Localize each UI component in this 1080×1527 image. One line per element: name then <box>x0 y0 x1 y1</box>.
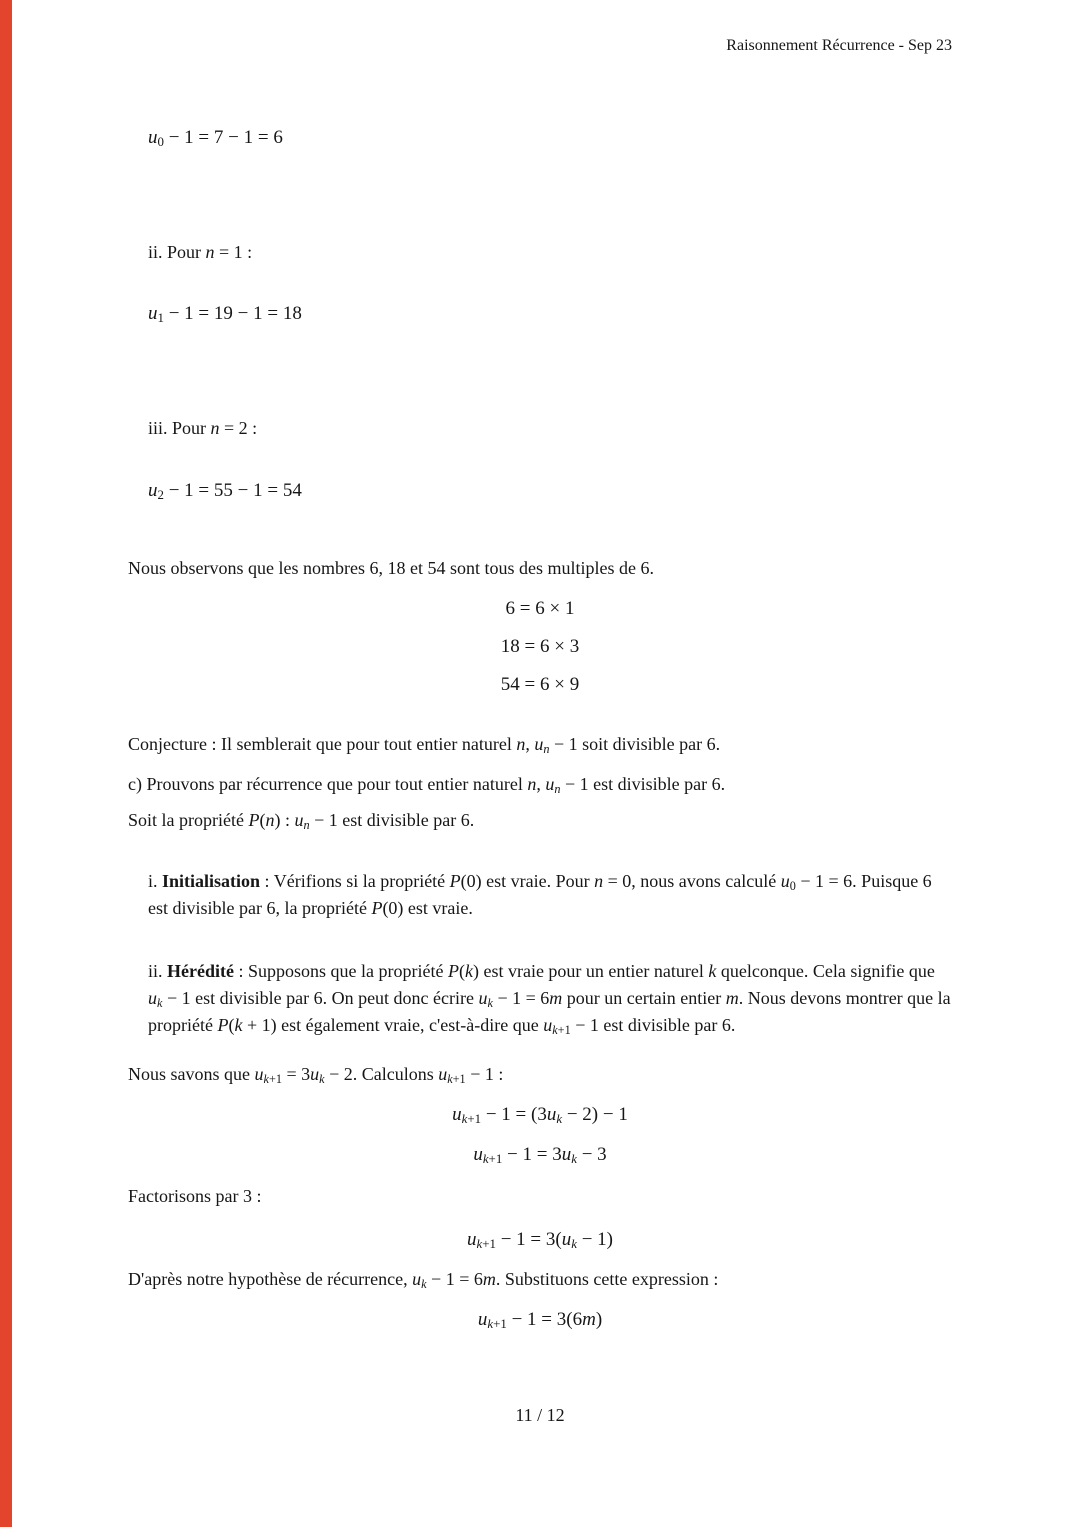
paragraph-c: c) Prouvons par récurrence que pour tout entier naturel n, $u_n - 1$ est divisible par 6. <box>128 774 726 797</box>
equation-k1: $u_{k+1} - 1 = (3u_k - 2) - 1$ <box>452 1104 628 1127</box>
paragraph-soit: Soit la propriété P(n) : $u_n - 1$ est divisible par 6. <box>128 810 475 833</box>
equation-u0: $u_0 - 1 = 7 - 1 = 6$ <box>148 127 283 150</box>
paragraph-observation: Nous observons que les nombres 6, 18 et 54 sont tous des multiples de 6. <box>128 558 654 578</box>
equation-18: 18 = 6 × 3 <box>500 636 580 657</box>
equation-k3: $u_{k+1} - 1 = 3(u_k - 1)$ <box>466 1229 613 1252</box>
header-title: Raisonnement Récurrence - Sep 23 <box>726 37 952 54</box>
left-accent-strip <box>0 0 12 1527</box>
paragraph-initialisation: i. Initialisation : Vérifions si la propriété P(0) est vraie. Pour n = 0, nous avons calculé $u_0 - 1 = 6$. Puisque 6 est divisible par 6, la propriété P(0) est vraie. <box>148 871 932 918</box>
equation-6: 6 = 6 × 1 <box>505 598 575 619</box>
page-header <box>128 32 952 59</box>
paragraph-factorisons: Factorisons par 3 : <box>128 1186 262 1206</box>
equation-k2: $u_{k+1} - 1 = 3u_k - 3$ <box>473 1144 607 1167</box>
document-content <box>128 0 952 1429</box>
equation-54: 54 = 6 × 9 <box>500 674 580 695</box>
equation-u1: $u_1 - 1 = 19 - 1 = 18$ <box>148 303 302 326</box>
paragraph-savons: Nous savons que $u_{k+1} = 3u_k - 2$. Calculons $u_{k+1} - 1$ : <box>128 1064 504 1087</box>
equation-u2: $u_2 - 1 = 55 - 1 = 54$ <box>148 480 302 503</box>
paragraph-conjecture: Conjecture : Il semblerait que pour tout entier naturel n, $u_n - 1$ soit divisible par 6. <box>128 734 721 757</box>
paragraph-heredite: ii. Hérédité : Supposons que la propriété P(k) est vraie pour un entier naturel k quelconque. Cela signifie que $u_k - 1$ est divisible par 6. On peut donc écrire $u_k - 1 = 6m$ pour un certain entier m. Nous devons montrer que la propriété P(k + 1) est également vraie, c'est-à-dire que $u_{k+1} - 1$ est divisible par 6. <box>148 961 951 1038</box>
page-number: 11 / 12 <box>515 1405 565 1425</box>
list-item-ii: ii. Pour n = 1 : <box>148 242 253 262</box>
equation-k4: $u_{k+1} - 1 = 3(6m)$ <box>477 1309 603 1332</box>
paragraph-dapres: D'après notre hypothèse de récurrence, $u_k - 1 = 6m$. Substituons cette expression : <box>128 1269 719 1292</box>
list-item-iii: iii. Pour n = 2 : <box>148 418 258 438</box>
